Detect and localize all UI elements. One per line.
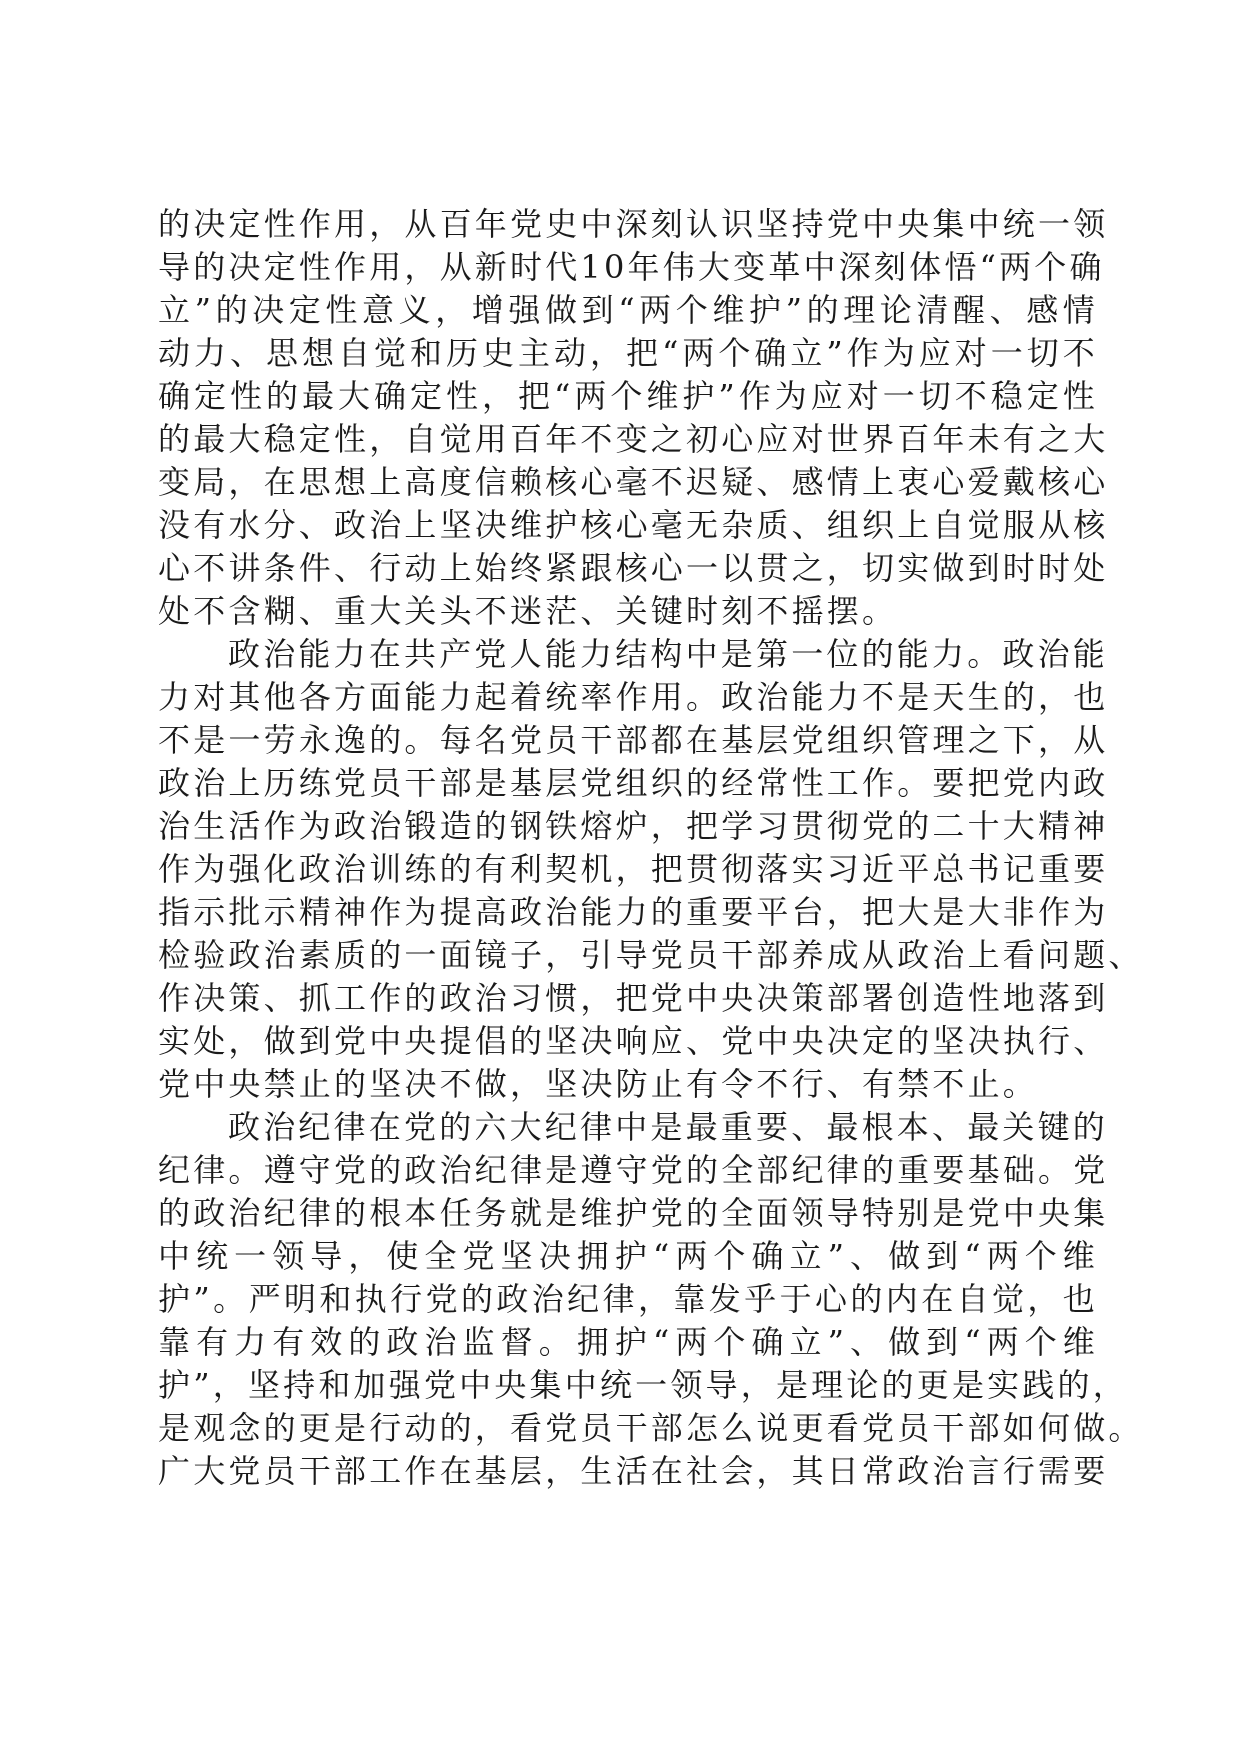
paragraph-1 [158, 203, 1109, 633]
text-line: 护”，坚持和加强党中央集中统一领导，是理论的更是实践的， [158, 1366, 1128, 1404]
text-line: 是观念的更是行动的，看党员干部怎么说更看党员干部如何做。 [158, 1409, 1144, 1447]
text-line: 变局，在思想上高度信赖核心毫不迟疑、感情上衷心爱戴核心 [158, 463, 1109, 501]
text-line: 靠有力有效的政治监督。拥护“两个确立”、做到“两个维 [158, 1323, 1098, 1361]
text-line: 的政治纪律的根本任务就是维护党的全面领导特别是党中央集 [158, 1194, 1109, 1232]
text-line: 治生活作为政治锻造的钢铁熔炉，把学习贯彻党的二十大精神 [158, 807, 1109, 845]
text-line: 政治纪律在党的六大纪律中是最重要、最根本、最关键的 [228, 1108, 1109, 1146]
text-line: 指示批示精神作为提高政治能力的重要平台，把大是大非作为 [158, 893, 1109, 931]
text-line: 心不讲条件、行动上始终紧跟核心一以贯之，切实做到时时处 [158, 549, 1109, 587]
text-line: 导的决定性作用，从新时代10年伟大变革中深刻体悟“两个确 [158, 248, 1105, 286]
text-line: 实处，做到党中央提倡的坚决响应、党中央决定的坚决执行、 [158, 1022, 1109, 1060]
text-line: 党中央禁止的坚决不做，坚决防止有令不行、有禁不止。 [158, 1065, 1039, 1103]
text-line: 政治上历练党员干部是基层党组织的经常性工作。要把党内政 [158, 764, 1109, 802]
paragraph-3 [158, 1106, 1144, 1493]
text-line: 没有水分、政治上坚决维护核心毫无杂质、组织上自觉服从核 [158, 506, 1109, 544]
paragraph-2 [158, 633, 1144, 1106]
text-line: 纪律。遵守党的政治纪律是遵守党的全部纪律的重要基础。党 [158, 1151, 1109, 1189]
text-line: 的决定性作用，从百年党史中深刻认识坚持党中央集中统一领 [158, 205, 1109, 243]
text-line: 作决策、抓工作的政治习惯，把党中央决策部署创造性地落到 [158, 979, 1109, 1017]
text-line: 确定性的最大确定性，把“两个维护”作为应对一切不稳定性 [158, 377, 1098, 415]
text-line: 的最大稳定性，自觉用百年不变之初心应对世界百年未有之大 [158, 420, 1109, 458]
text-line: 广大党员干部工作在基层，生活在社会，其日常政治言行需要 [158, 1452, 1109, 1490]
text-line: 不是一劳永逸的。每名党员干部都在基层党组织管理之下，从 [158, 721, 1109, 759]
text-line: 检验政治素质的一面镜子，引导党员干部养成从政治上看问题、 [158, 936, 1144, 974]
text-line: 作为强化政治训练的有利契机，把贯彻落实习近平总书记重要 [158, 850, 1109, 888]
body-text [158, 203, 1144, 1493]
text-line: 护”。严明和执行党的政治纪律，靠发乎于心的内在自觉，也 [158, 1280, 1098, 1318]
text-line: 动力、思想自觉和历史主动，把“两个确立”作为应对一切不 [158, 334, 1098, 372]
text-line: 中统一领导，使全党坚决拥护“两个确立”、做到“两个维 [158, 1237, 1098, 1275]
text-line: 立”的决定性意义，增强做到“两个维护”的理论清醒、感情 [158, 291, 1098, 329]
text-line: 政治能力在共产党人能力结构中是第一位的能力。政治能 [228, 635, 1109, 673]
text-line: 力对其他各方面能力起着统率作用。政治能力不是天生的，也 [158, 678, 1109, 716]
text-line: 处不含糊、重大关头不迷茫、关键时刻不摇摆。 [158, 592, 898, 630]
